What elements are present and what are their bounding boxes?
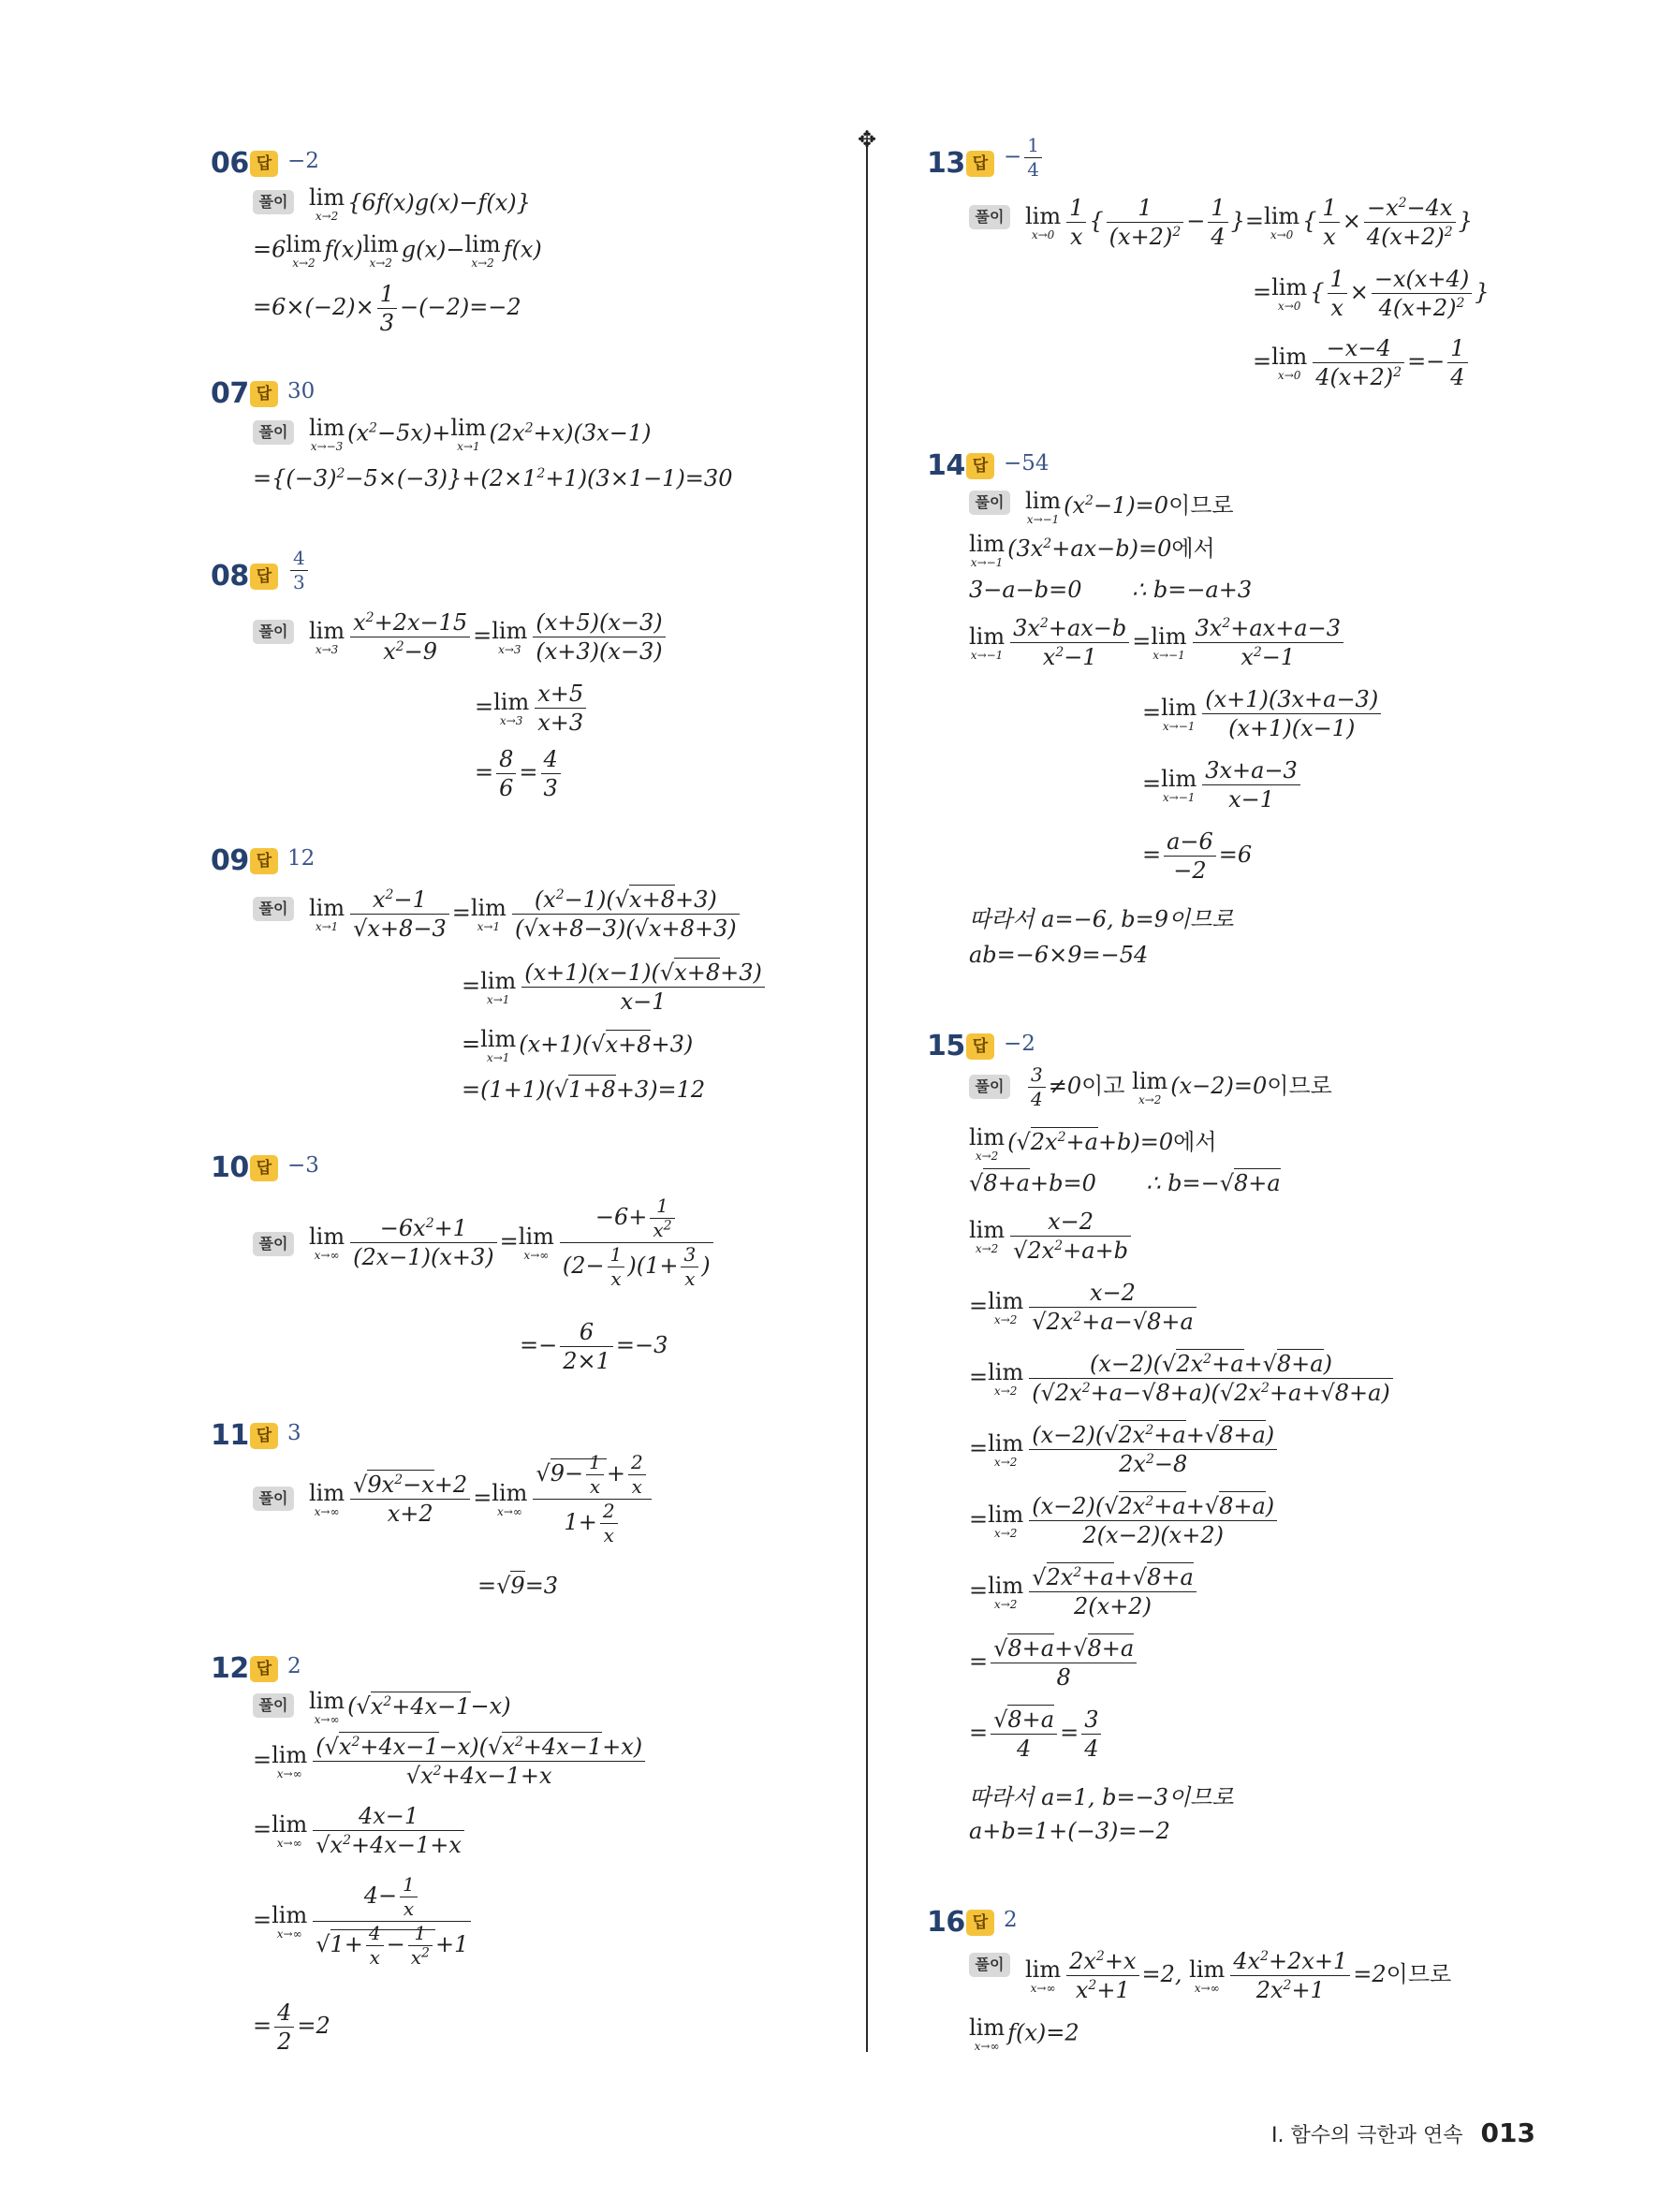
- solution-badge: 풀이: [969, 205, 1010, 229]
- answer-value: −54: [1004, 451, 1050, 476]
- problem-number: 06: [211, 147, 249, 180]
- answer-badge: 답: [250, 564, 278, 590]
- problem-number: 13: [927, 147, 965, 180]
- solution-line: lim x→2 $\frac{x-2}{√2x^2+a+b}$: [969, 1208, 1134, 1265]
- problem-number: 15: [927, 1030, 965, 1062]
- answer-value: 3: [287, 1421, 301, 1445]
- page-footer: [1271, 2117, 1535, 2148]
- chapter-title: Ⅰ. 함수의 극한과 연속: [1270, 2124, 1463, 2147]
- result-line: a+b=1+(−3)=−2: [969, 1818, 1170, 1844]
- solution-line: lim x→−1 $(x^2-1)=0$이므로: [1025, 487, 1234, 526]
- solution-line: lim x→−1 $(3x^2+ax-b)=0$에서: [969, 530, 1215, 569]
- solution-line: lim x→∞ $(√x^2+4x-1-x)$: [309, 1688, 511, 1726]
- answer-badge: 답: [966, 1910, 994, 1936]
- solution-line: = $\frac{4}{2}$ =2: [253, 2000, 330, 2055]
- solution-line: lim x→3 $\frac{x^2+2x-15}{x^2-9}$ =lim x→3 $\frac{(x+5)(x-3)}{(x+3)(x-3)}$: [309, 608, 668, 666]
- answer-value: −3: [287, 1153, 319, 1178]
- answer-badge: 답: [250, 151, 278, 177]
- answer-badge: 답: [250, 1155, 278, 1181]
- solution-line: =lim x→2 $\frac{(x-2)(√2x^2+a+√8+a)}{2x^2-8}$: [969, 1421, 1280, 1478]
- conclusion-line: 따라서 a=−6, b=9이므로: [969, 906, 1234, 932]
- solution-line: =lim x→−1 $\frac{(x+1)(3x+a-3)}{(x+1)(x-1)}$: [1142, 685, 1384, 742]
- solution-badge: 풀이: [969, 1075, 1010, 1099]
- answer-badge: 답: [250, 1656, 278, 1682]
- solution-line: =lim x→2 $\frac{(x-2)(√2x^2+a+√8+a)}{2(x-2)(x+2)}$: [969, 1492, 1280, 1549]
- solution-line: =6lim x→2 f(x)lim x→2 g(x)−lim x→2 f(x): [253, 231, 542, 270]
- solution-badge: 풀이: [253, 420, 294, 445]
- solution-line: lim x→∞ $\frac{√9x^2-x+2}{x+2}$ =lim x→∞ √9− $\frac{1}{x}$ + $\frac{2}{x}$ 1+ $\frac{2}{x}$: [309, 1451, 654, 1547]
- solution-line: lim x→1 $\frac{x^2-1}{√x+8-3}$ =lim x→1 $\frac{(x^2-1)(√x+8+3)}{(√x+8-3)(√x+8+3)}$: [309, 886, 742, 943]
- answer-value: 2: [1004, 1908, 1018, 1932]
- result-line: ab=−6×9=−54: [969, 942, 1149, 968]
- solution-line: =lim x→0 { $\frac{1}{x}$ × $\frac{-x(x+4)}{4(x+2)^2}$ }: [1253, 266, 1490, 321]
- solution-line: = $\frac{√8+a}{4}$ = $\frac{3}{4}$: [969, 1706, 1104, 1763]
- solution-line: lim x→∞ $\frac{-6x^2+1}{(2x-1)(x+3)}$ =lim x→∞ −6+ $\frac{1}{x^2}$ (2− $\frac{1}{x}$ )(1+ $\frac{3}{x}$ ): [309, 1194, 716, 1291]
- solution-line: =(1+1)(√1+8+3)=12: [462, 1077, 706, 1103]
- problem-number: 09: [211, 844, 249, 877]
- answer-value: 12: [287, 846, 316, 871]
- problem-number: 11: [211, 1419, 249, 1452]
- conclusion-line: 따라서 a=1, b=−3이므로: [969, 1784, 1234, 1810]
- solution-badge: 풀이: [253, 897, 294, 921]
- solution-line: =√9=3: [477, 1573, 559, 1599]
- answer-value: −2: [1004, 1032, 1035, 1056]
- solution-line: lim x→−1 $\frac{3x^2+ax-b}{x^2-1}$ =lim x→−1 $\frac{3x^2+ax+a-3}{x^2-1}$: [969, 614, 1346, 671]
- answer-value: 30: [287, 379, 316, 403]
- column-divider: [866, 140, 868, 2052]
- solution-line: =6×(−2)× $\frac{1}{3}$ −(−2)=−2: [253, 281, 521, 336]
- problem-number: 08: [211, 560, 249, 593]
- solution-line: lim x→−3 $(x^2-5x)+\lim$ x→1 $(2x^2+x)(3x-1)$: [309, 415, 652, 453]
- solution-line: lim x→0 $\frac{1}{x}$ { $\frac{1}{(x+2)^2}$ − $\frac{1}{4}$ }=lim x→0 { $\frac{1}{x}$ × $\frac{-x^2-4x}{4(x+2)^2}$ }: [1025, 195, 1473, 250]
- answer-badge: 답: [250, 1423, 278, 1449]
- solution-line: =lim x→∞ $\frac{(√x^2+4x-1-x)(√x^2+4x-1+x)}{√x^2+4x-1+x}$: [253, 1733, 648, 1790]
- solution-line: lim x→2 {6f(x)g(x)−f(x)}: [309, 184, 531, 223]
- answer-value: −2: [287, 149, 319, 173]
- problem-number: 16: [927, 1906, 965, 1939]
- solution-badge: 풀이: [253, 190, 294, 214]
- answer-badge: 답: [966, 1033, 994, 1060]
- solution-line: = $\frac{8}{6}$ = $\frac{4}{3}$: [475, 745, 564, 802]
- solution-line: 3−a−b=0 ∴ b=−a+3: [969, 577, 1253, 603]
- solution-line: √8+a+b=0 ∴ b=−√8+a: [969, 1170, 1281, 1196]
- solution-line: =lim x→∞ $\frac{4x-1}{√x^2+4x-1+x}$: [253, 1802, 467, 1859]
- answer-badge: 답: [250, 848, 278, 874]
- answer-badge: 답: [250, 381, 278, 407]
- solution-line: $\frac{3}{4}$ ≠0이고 lim x→2 (x−2)=0이므로: [1025, 1063, 1332, 1111]
- solution-line: =lim x→2 $\frac{√2x^2+a+√8+a}{2(x+2)}$: [969, 1563, 1199, 1620]
- problem-number: 12: [211, 1652, 249, 1685]
- solution-line: lim x→∞ $\frac{2x^2+x}{x^2+1}$ =2, lim x→∞ $\frac{4x^2+2x+1}{2x^2+1}$ =2이므로: [1025, 1948, 1452, 2003]
- solution-line: =lim x→2 $\frac{(x-2)(√2x^2+a+√8+a)}{(√2x^2+a-√8+a)(√2x^2+a+√8+a)}$: [969, 1350, 1396, 1407]
- solution-line: $=\{(-3)^2-5\times(-3)\}+(2\times 1^2+1)(3\times 1-1)=30$: [253, 465, 733, 491]
- solution-badge: 풀이: [253, 620, 294, 644]
- solution-line: lim x→∞ f(x)=2: [969, 2014, 1079, 2053]
- solution-line: =lim x→−1 $\frac{3x+a-3}{x-1}$: [1142, 756, 1303, 813]
- solution-line: =lim x→1 $\frac{(x+1)(x-1)(√x+8+3)}{x-1}$: [462, 959, 768, 1016]
- answer-value: − $\frac{1}{4}$: [1004, 134, 1045, 182]
- answer-badge: 답: [966, 151, 994, 177]
- solution-line: =lim x→2 $\frac{x-2}{√2x^2+a-√8+a}$: [969, 1279, 1199, 1336]
- solution-line: = $\frac{a-6}{-2}$ =6: [1142, 828, 1253, 884]
- solution-badge: 풀이: [253, 1487, 294, 1511]
- solution-badge: 풀이: [253, 1232, 294, 1256]
- solution-badge: 풀이: [969, 491, 1010, 515]
- solution-line: =lim x→∞ 4− $\frac{1}{x}$ √1+ $\frac{4}{x}$ − $\frac{1}{x^2}$ +1: [253, 1873, 474, 1970]
- solution-line: =lim x→1 (x+1)(√x+8+3): [462, 1026, 694, 1064]
- solution-line: =lim x→0 $\frac{-x-4}{4(x+2)^2}$ =− $\frac{1}{4}$: [1253, 334, 1471, 391]
- divider-ornament-icon: ✥: [857, 126, 877, 153]
- problem-number: 10: [211, 1151, 249, 1184]
- solution-line: =− $\frac{6}{2\times 1}$ =−3: [520, 1319, 668, 1374]
- solution-badge: 풀이: [253, 1693, 294, 1718]
- answer-value: 2: [287, 1654, 301, 1678]
- solution-badge: 풀이: [969, 1953, 1010, 1977]
- solution-line: lim x→2 $(√2x^2+a+b)=0$에서: [969, 1123, 1217, 1163]
- problem-number: 07: [211, 377, 249, 410]
- solution-line: = $\frac{√8+a+√8+a}{8}$: [969, 1634, 1139, 1692]
- problem-number: 14: [927, 449, 965, 482]
- solution-line: =lim x→3 $\frac{x+5}{x+3}$: [475, 680, 589, 737]
- answer-badge: 답: [966, 453, 994, 479]
- answer-value: $\frac{4}{3}$: [287, 547, 311, 594]
- page-number: 013: [1480, 2117, 1535, 2148]
